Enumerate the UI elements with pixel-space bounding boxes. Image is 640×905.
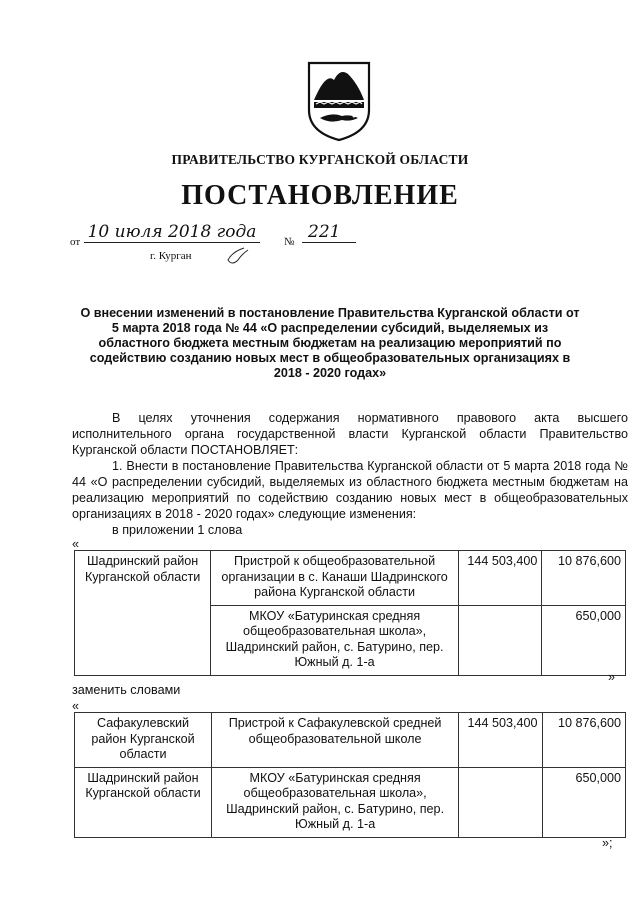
- object-cell: Пристрой к Сафакулевской средней общеобразовательной школе: [212, 713, 459, 768]
- table-row: [75, 713, 626, 768]
- total-cell: [458, 605, 542, 675]
- district-cell: Шадринский район Курганской области: [75, 767, 212, 837]
- table-row: [75, 767, 626, 837]
- city-label: г. Курган: [150, 250, 192, 262]
- handwritten-stroke-icon: [222, 246, 252, 266]
- district-cell: Сафакулевский район Курганской области: [75, 713, 212, 768]
- resolution-heading: О внесении изменений в постановление Правительства Курганской области от 5 марта 2018 года № 44 «О распределении субсидий, выделяемых из областного бюджета местным бюджетам на реализацию мероприятий по содействию созданию новых мест в общеобразовательных организациях в 2018 - 2020 годах»: [80, 306, 580, 380]
- total-cell: 144 503,400: [459, 713, 542, 768]
- open-quote-1: «: [72, 537, 80, 551]
- total-cell: 144 503,400: [458, 551, 542, 606]
- district-cell: Шадринский район Курганской области: [75, 551, 211, 676]
- subsidy-cell: 10 876,600: [542, 713, 625, 768]
- government-name: ПРАВИТЕЛЬСТВО КУРГАНСКОЙ ОБЛАСТИ: [171, 152, 469, 167]
- handwritten-number: 221: [302, 222, 356, 243]
- date-number-line: [70, 222, 370, 264]
- from-label: от: [70, 236, 81, 248]
- subsidy-cell: 650,000: [542, 767, 625, 837]
- kurgan-coat-of-arms-icon: [306, 60, 372, 142]
- subsidy-cell: 650,000: [542, 605, 626, 675]
- preamble-paragraph: В целях уточнения содержания нормативного правового акта высшего исполнительного органа государственной власти Курганской области Правительство Курганской области ПОСТАНОВЛЯЕТ:: [72, 411, 628, 457]
- object-cell: МКОУ «Батуринская средняя общеобразовательная школа», Шадринский район, с. Батурино, пер. Южный д. 1-а: [212, 767, 459, 837]
- object-cell: Пристрой к общеобразовательной организации в с. Канаши Шадринского района Курганской области: [211, 551, 459, 606]
- document-type-title: ПОСТАНОВЛЕНИЕ: [181, 180, 459, 211]
- close-quote-1: »: [608, 670, 616, 684]
- number-label: №: [284, 236, 295, 248]
- appendix-words-line: в приложении 1 слова: [112, 523, 243, 537]
- new-words-table: [74, 712, 626, 838]
- clause-1-paragraph: 1. Внести в постановление Правительства Курганской области от 5 марта 2018 года № 44 «О распределении субсидий, выделяемых из областного бюджета местным бюджетам на реализацию мероприятий по содействию созданию новых мест в общеобразовательных организациях в 2018 - 2020 годах» следующие изменения:: [72, 459, 628, 521]
- subsidy-cell: 10 876,600: [542, 551, 626, 606]
- close-quote-2: »;: [602, 836, 613, 850]
- table-row: [75, 551, 626, 606]
- object-cell: МКОУ «Батуринская средняя общеобразовательная школа», Шадринский район, с. Батурино, пер. Южный д. 1-а: [211, 605, 459, 675]
- handwritten-date: 10 июля 2018 года: [84, 222, 260, 243]
- old-words-table: [74, 550, 626, 676]
- replace-with-label: заменить словами: [72, 683, 181, 697]
- total-cell: [459, 767, 542, 837]
- open-quote-2: «: [72, 699, 80, 713]
